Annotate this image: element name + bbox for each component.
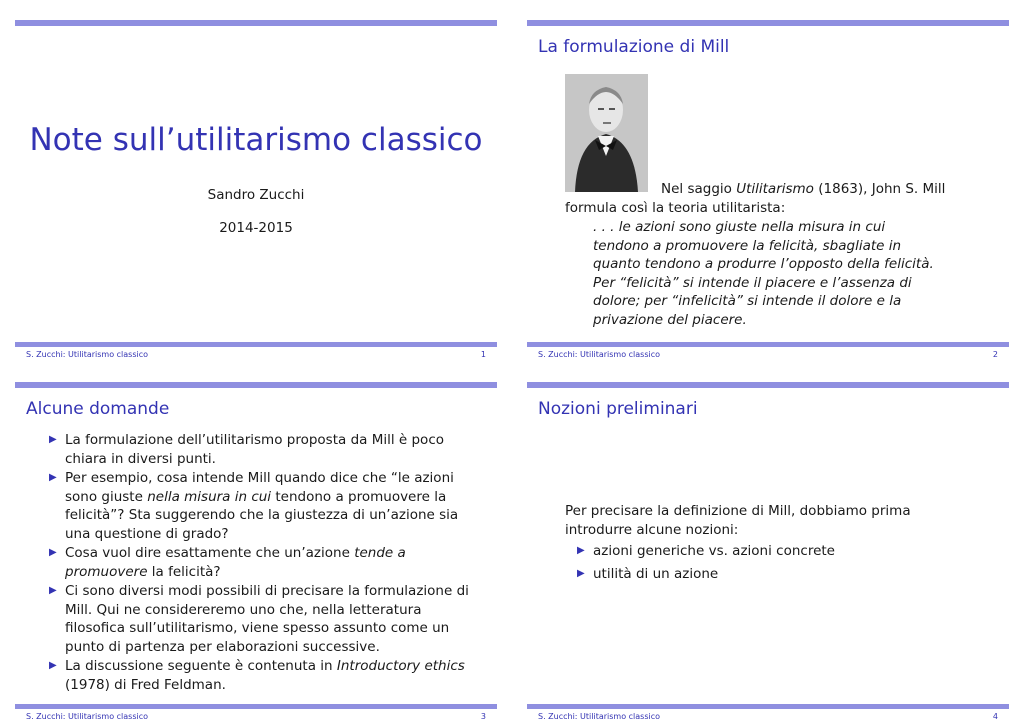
question-list <box>49 431 475 695</box>
list-item <box>49 469 475 543</box>
triangle-bullet-icon: ▶ <box>49 434 57 445</box>
frame-title: Alcune domande <box>26 399 170 419</box>
item-text: (1978) di Fred Feldman. <box>65 676 226 693</box>
triangle-bullet-icon: ▶ <box>49 660 57 671</box>
triangle-bullet-icon: ▶ <box>49 472 57 483</box>
item-text: utilità di un azione <box>593 565 719 582</box>
intro-text-cont: (1863), John S. Mill formula così la teoria utilitarista: <box>565 181 946 216</box>
footer-text: S. Zucchi: Utilitarismo classico <box>26 350 149 359</box>
triangle-bullet-icon: ▶ <box>577 545 585 556</box>
footer-text: S. Zucchi: Utilitarismo classico <box>538 350 661 359</box>
item-emphasis: Introductory ethics <box>336 658 465 674</box>
triangle-bullet-icon: ▶ <box>49 547 57 558</box>
list-item <box>49 431 475 468</box>
portrait-image <box>565 74 648 192</box>
item-text: Ci sono diversi modi possibili di precisare la formulazione di Mill. Qui ne considereremo uno che, nella letteratura filosofica sull’utilitarismo, viene spesso assunto come un punto di partenza per elaborazioni successive. <box>65 583 469 655</box>
list-item <box>49 657 475 694</box>
footer-bar <box>15 342 497 347</box>
footer-bar <box>527 704 1009 709</box>
item-text: Cosa vuol dire esattamente che un’azione <box>65 545 355 561</box>
footer-text: S. Zucchi: Utilitarismo classico <box>26 712 149 721</box>
notion-list <box>577 542 953 587</box>
footer-bar <box>15 704 497 709</box>
item-text: Per esempio, cosa intende Mill quando dice che “le azioni sono giuste <box>65 470 454 505</box>
slide-3 <box>15 382 497 722</box>
frame-title: Nozioni preliminari <box>538 399 698 419</box>
slide-4 <box>527 382 1009 722</box>
header-bar <box>527 382 1009 388</box>
item-text: tendono a promuovere la felicità”? Sta suggerendo che la giustezza di un’azione sia una questione di grado? <box>65 488 459 542</box>
page-number: 4 <box>992 712 998 721</box>
item-text: azioni generiche vs. azioni concrete <box>593 543 835 559</box>
page-number: 3 <box>480 712 486 721</box>
item-text: La formulazione dell’utilitarismo proposta da Mill è poco chiara in diversi punti. <box>65 432 444 467</box>
triangle-bullet-icon: ▶ <box>577 567 585 579</box>
presentation-title: Note sull’utilitarismo classico <box>29 122 483 158</box>
date-range: 2014-2015 <box>219 220 293 236</box>
footer-bar <box>527 342 1009 347</box>
list-item <box>49 582 475 656</box>
footer-text: S. Zucchi: Utilitarismo classico <box>538 712 661 721</box>
intro-text: Nel saggio <box>661 181 737 197</box>
list-item <box>577 565 953 584</box>
header-bar <box>15 382 497 388</box>
page-number: 2 <box>992 350 998 359</box>
item-text: la felicità? <box>147 563 221 580</box>
item-emphasis: nella misura in cui <box>147 488 272 505</box>
author-name: Sandro Zucchi <box>207 187 305 203</box>
list-item <box>49 544 475 581</box>
frame-title: La formulazione di Mill <box>538 37 730 57</box>
triangle-bullet-icon: ▶ <box>49 585 57 596</box>
intro-paragraph: Per precisare la definizione di Mill, dobbiamo prima introdurre alcune nozioni: <box>565 503 911 538</box>
intro-paragraph <box>565 180 965 217</box>
header-bar <box>527 20 1009 26</box>
list-item <box>577 542 953 561</box>
item-emphasis: tende a promuovere <box>65 545 406 580</box>
mill-quote: . . . le azioni sono giuste nella misura in cui tendono a promuovere la felicità, sbagliate in quanto tendono a produrre l’opposto della felicità. Per “felicità” si intende il piacere e l’assenza di dolore; per “infelicità” si intende il dolore e la privazione del piacere. <box>593 219 934 328</box>
slide-2 <box>527 20 1009 360</box>
header-bar <box>15 20 497 26</box>
page-number: 1 <box>480 350 486 359</box>
book-title: Utilitarismo <box>736 181 814 197</box>
item-text: La discussione seguente è contenuta in <box>65 658 337 674</box>
slide-1 <box>15 20 497 360</box>
